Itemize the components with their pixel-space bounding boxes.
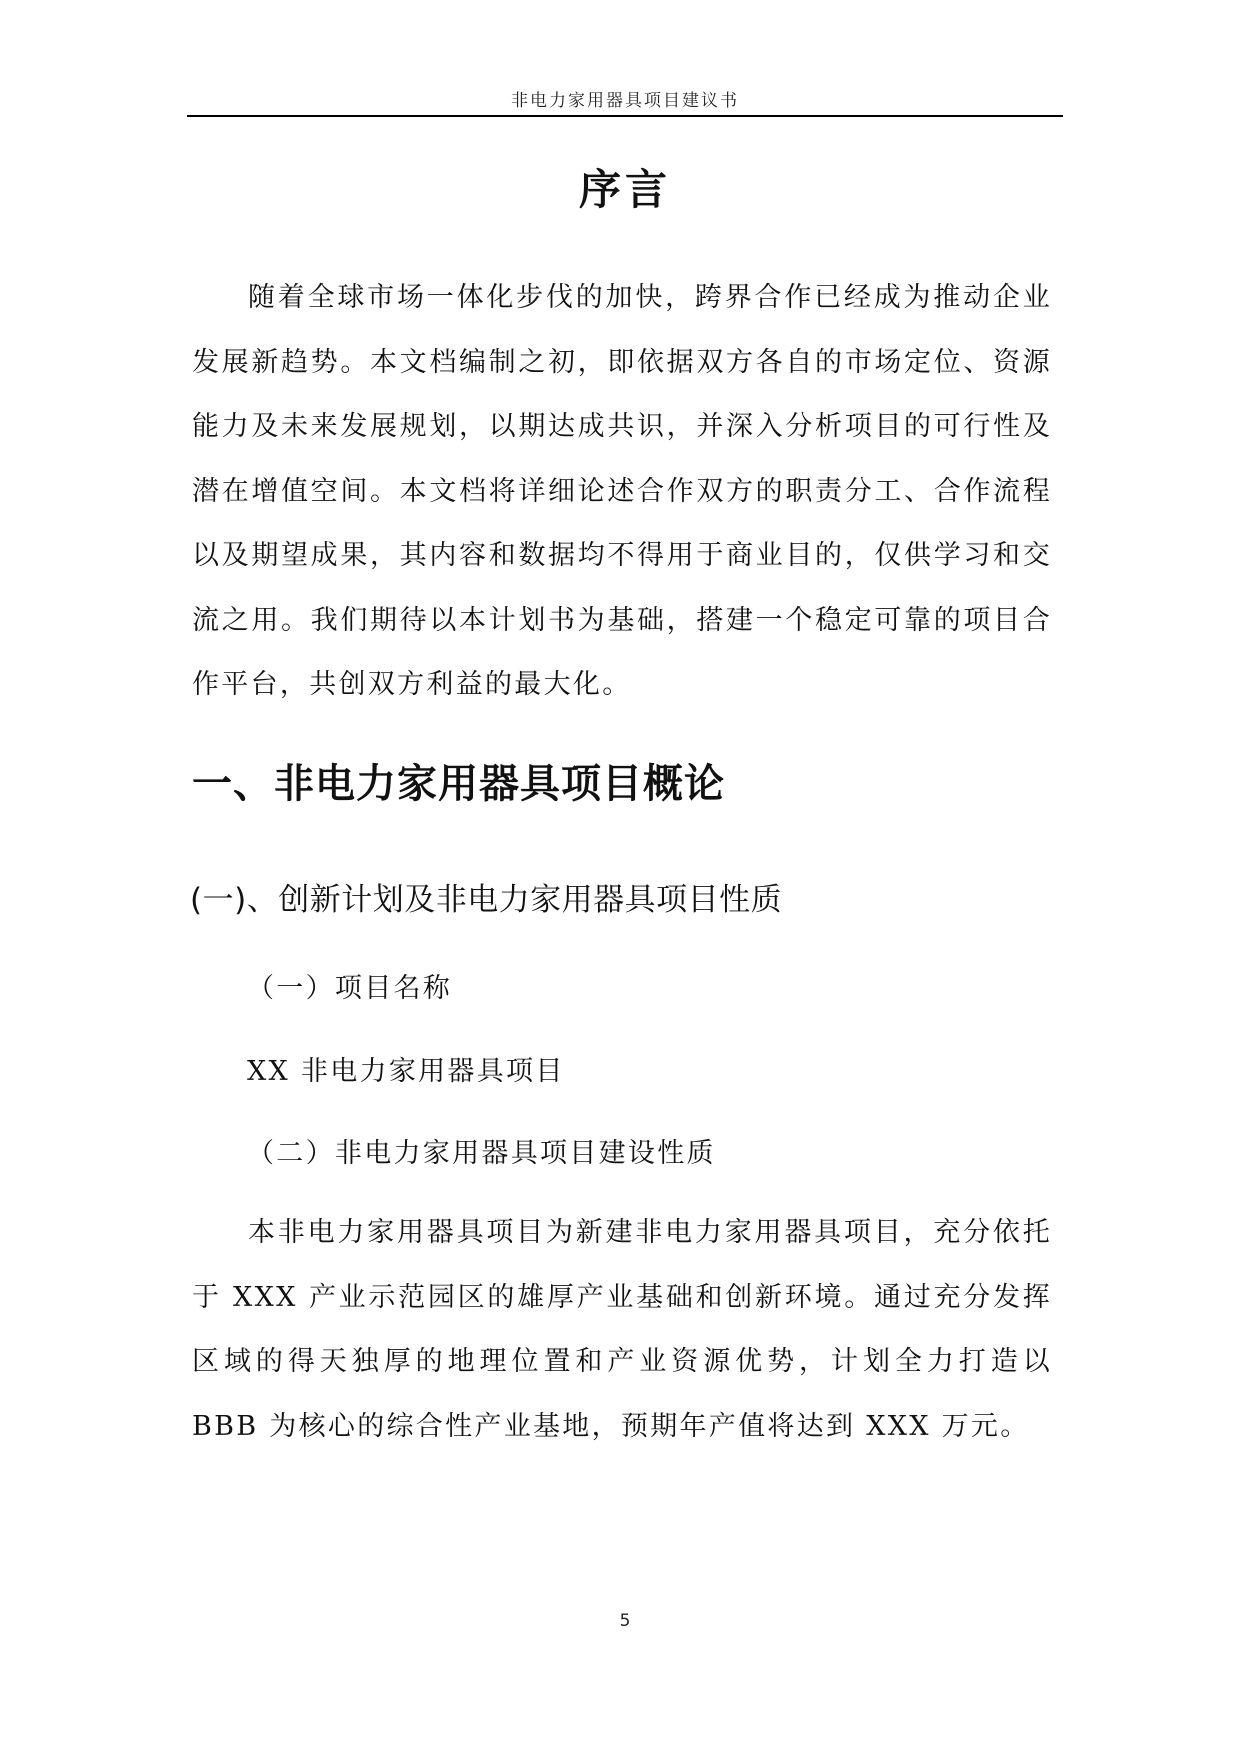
section-heading: 一、非电力家用器具项目概论: [192, 761, 725, 807]
running-header: 非电力家用器具项目建议书: [511, 91, 739, 111]
preface-paragraph: 随着全球市场一体化步伐的加快，跨界合作已经成为推动企业发展新趋势。本文档编制之初，即依据双方各自的市场定位、资源能力及未来发展规划，以期达成共识，并深入分析项目的可行性及潜在增值空间。本文档将详细论述合作双方的职责分工、合作流程以及期望成果，其内容和数据均不得用于商业目的，仅供学习和交流之用。我们期待以本计划书为基础，搭建一个稳定可靠的项目合作平台，共创双方利益的最大化。: [192, 282, 1052, 700]
page-number: 5: [619, 1611, 631, 1631]
project-name-label: （一）项目名称: [247, 973, 453, 1004]
preface-title: 序言: [578, 165, 671, 214]
header-divider: [187, 115, 1063, 117]
subsection-heading: (一)、创新计划及非电力家用器具项目性质: [190, 882, 783, 918]
project-name-value: XX 非电力家用器具项目: [247, 1056, 565, 1087]
project-nature-label: （二）非电力家用器具项目建设性质: [247, 1138, 716, 1169]
project-nature-paragraph: 本非电力家用器具项目为新建非电力家用器具项目，充分依托于 XXX 产业示范园区的雄厚产业基础和创新环境。通过充分发挥区域的得天独厚的地理位置和产业资源优势，计划全力打造以 BBB 为核心的综合性产业基地，预期年产值将达到 XXX 万元。: [192, 1217, 1052, 1442]
